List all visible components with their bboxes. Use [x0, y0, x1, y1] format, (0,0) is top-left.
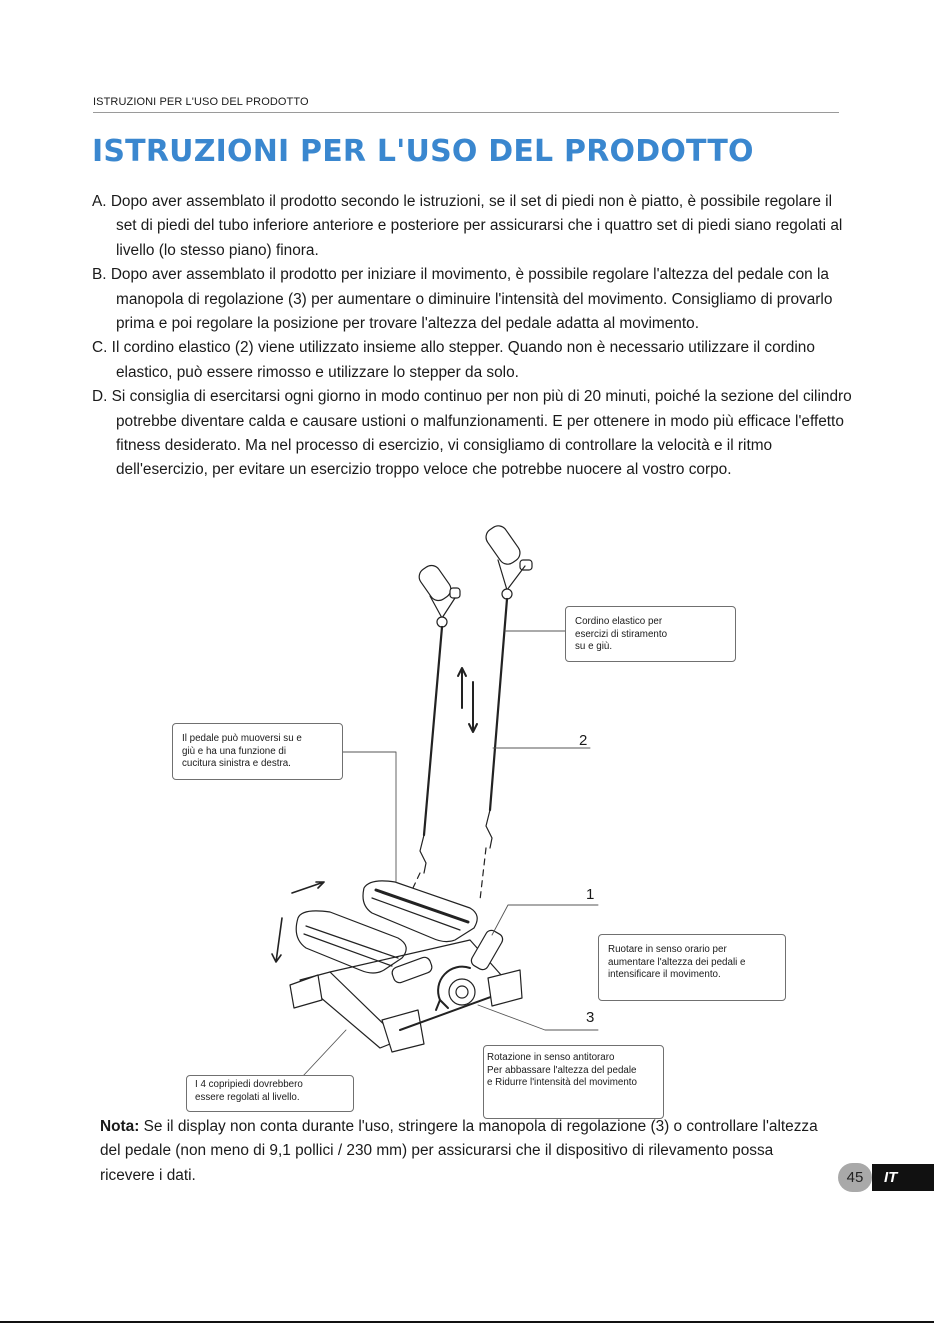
- callout-counterclockwise: Rotazione in senso antitoraro Per abbassare l'altezza del pedale e Ridurre l'intensità del movimento: [483, 1045, 664, 1119]
- note-label: Nota:: [100, 1118, 140, 1135]
- callout-elastic-cord: Cordino elastico per esercizi di stiramento su e giù.: [565, 606, 736, 662]
- page-number: 45: [838, 1163, 872, 1192]
- instruction-d: D. Si consiglia di esercitarsi ogni giorno in modo continuo per non più di 20 minuti, poiché la sezione del cilindro potrebbe diventare calda e causare ustioni o malfunzionamenti. E per ottenere in modo più efficace l'effetto fitness desiderato. Ma nel processo di esercizio, vi consigliamo di controllare la velocità e il ritmo dell'esercizio, per evitare un esercizio troppo veloce che potrebbe nuocere al vostro corpo.: [92, 388, 852, 479]
- header-divider: [93, 112, 839, 113]
- stepper-illustration: [0, 520, 934, 1130]
- instruction-list: [92, 190, 852, 483]
- instruction-a: A. Dopo aver assemblato il prodotto secondo le istruzioni, se il set di piedi non è piatto, è possibile regolare il set di piedi del tubo inferiore anteriore e posteriore per assicurarsi che i quattro set di piedi siano regolati al livello (lo stesso piano) finora.: [92, 193, 843, 259]
- note-paragraph: [100, 1115, 820, 1188]
- callout-pedal: Il pedale può muoversi su e giù e ha una funzione di cucitura sinistra e destra.: [172, 723, 343, 780]
- leader-feet: [303, 1030, 346, 1076]
- right-handle-icon: [483, 522, 532, 599]
- leader-part-1: [492, 905, 598, 935]
- note-text: Se il display non conta durante l'uso, stringere la manopola di regolazione (3) o controllare l'altezza del pedale (non meno di 9,1 pollici / 230 mm) per assicurarsi che il dispositivo di rilevamento possa ricevere i dati.: [100, 1118, 818, 1184]
- callout-feet-covers: I 4 copripiedi dovrebbero essere regolati al livello.: [186, 1075, 354, 1112]
- left-handle-icon: [416, 562, 460, 627]
- stepper-diagram: [0, 520, 934, 1130]
- page-footer-tab: [838, 1163, 934, 1192]
- page-title: ISTRUZIONI PER L'USO DEL PRODOTTO: [92, 134, 754, 169]
- instruction-b: B. Dopo aver assemblato il prodotto per iniziare il movimento, è possibile regolare l'altezza del pedale con la manopola di regolazione (3) per aumentare o diminuire l'intensità del movimento. Consigliamo di provarlo prima e poi regolare la posizione per trovare l'altezza del pedale adatta al movimento.: [92, 266, 833, 333]
- part-number-2: 2: [579, 732, 588, 749]
- leader-part-3: [478, 1005, 598, 1030]
- part-number-1: 1: [586, 886, 595, 903]
- language-tab: IT: [872, 1164, 934, 1191]
- part-number-3: 3: [586, 1009, 595, 1026]
- running-header: ISTRUZIONI PER L'USO DEL PRODOTTO: [93, 96, 309, 108]
- right-cord: [490, 599, 507, 810]
- instruction-c: C. Il cordino elastico (2) viene utilizzato insieme allo stepper. Quando non è necessario utilizzare il cordino elastico, può essere rimosso e utilizzare lo stepper da solo.: [92, 339, 815, 381]
- left-cord: [424, 627, 442, 835]
- callout-clockwise: Ruotare in senso orario per aumentare l'altezza dei pedali e intensificare il movimento.: [598, 934, 786, 1001]
- leader-pedal: [343, 752, 396, 882]
